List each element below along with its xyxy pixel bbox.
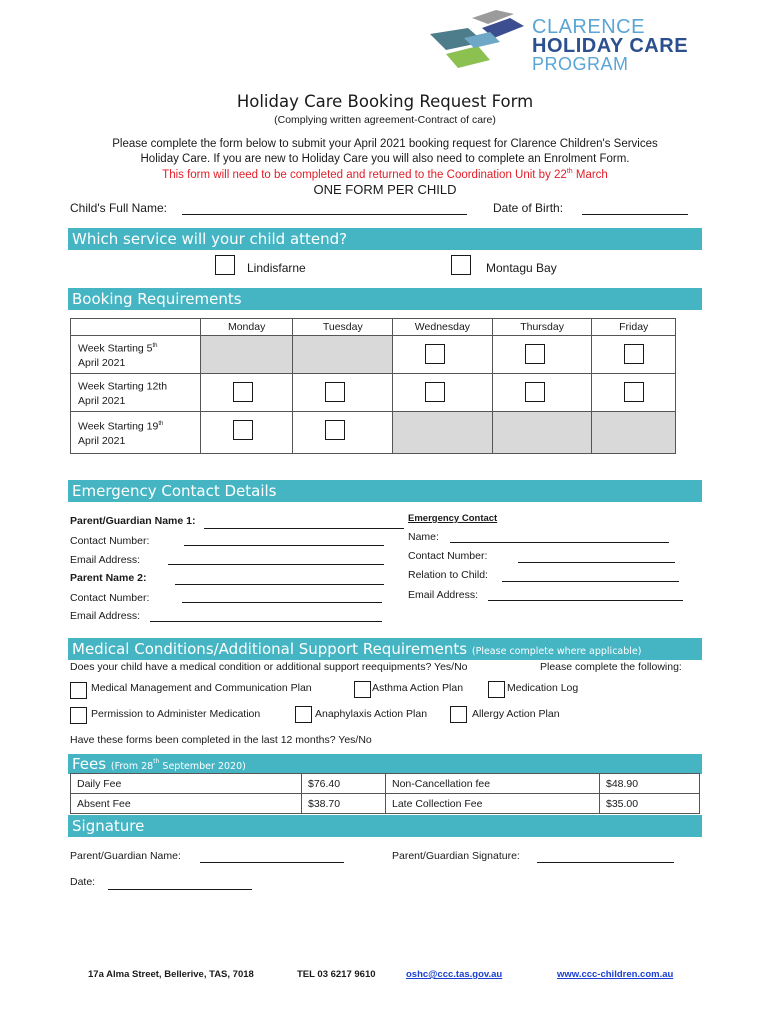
- lindisfarne-checkbox[interactable]: [215, 255, 235, 275]
- booking-table: [70, 318, 676, 454]
- ec-name-field[interactable]: [450, 542, 669, 543]
- fee-label: Daily Fee: [71, 774, 302, 794]
- fri-week1-checkbox[interactable]: [624, 344, 644, 364]
- table-row: [71, 412, 676, 454]
- footer-email-link[interactable]: oshc@ccc.tas.gov.au: [406, 969, 503, 980]
- booking-cell: [492, 374, 592, 412]
- guardian-signature-label: Parent/Guardian Signature:: [392, 850, 520, 862]
- email2-field[interactable]: [150, 621, 382, 622]
- fee-label: Non-Cancellation fee: [386, 774, 600, 794]
- medical-heading-note: (Please complete where applicable): [471, 646, 642, 657]
- week-label: Week Starting 12th April 2021: [71, 374, 201, 412]
- week-label: Week Starting 19th April 2021: [71, 412, 201, 454]
- booking-cell: [293, 374, 393, 412]
- dob-label: Date of Birth:: [493, 201, 564, 215]
- ec-email-label: Email Address:: [408, 589, 479, 601]
- thu-week2-checkbox[interactable]: [525, 382, 545, 402]
- guardian-name-field[interactable]: [200, 862, 344, 863]
- guardian-name-label: Parent/Guardian Name:: [70, 850, 181, 862]
- logo: [428, 8, 718, 74]
- montagu-bay-checkbox[interactable]: [451, 255, 471, 275]
- tue-week3-checkbox[interactable]: [325, 420, 345, 440]
- signature-section-header: [68, 815, 702, 837]
- medical-plan-checkbox[interactable]: [70, 682, 87, 699]
- fee-value: $76.40: [302, 774, 386, 794]
- page-title: Holiday Care Booking Request Form: [236, 92, 534, 111]
- ec-heading: Emergency Contact: [408, 513, 498, 524]
- day-header: Tuesday: [293, 319, 393, 336]
- logo-line-1: CLARENCE: [532, 16, 645, 38]
- medical-section-header: [68, 638, 702, 660]
- wed-week2-checkbox[interactable]: [425, 382, 445, 402]
- email-field[interactable]: [168, 564, 384, 565]
- anaphylaxis-plan-checkbox[interactable]: [295, 706, 312, 723]
- footer-website-link[interactable]: www.ccc-children.com.au: [557, 969, 674, 980]
- parent2-label: Parent Name 2:: [70, 572, 147, 584]
- montagu-bay-label: Montagu Bay: [486, 261, 557, 275]
- permission-medication-label: Permission to Administer Medication: [91, 708, 261, 720]
- booking-cell: [592, 374, 676, 412]
- forms-completed-question: Have these forms been completed in the last 12 months? Yes/No: [70, 734, 372, 746]
- signature-heading: Signature: [72, 817, 145, 835]
- parent1-field[interactable]: [204, 528, 404, 529]
- thu-week1-checkbox[interactable]: [525, 344, 545, 364]
- logo-line-2: HOLIDAY CARE: [532, 35, 689, 57]
- lindisfarne-label: Lindisfarne: [247, 261, 306, 275]
- medical-heading: Medical Conditions/Additional Support Requirements: [72, 640, 468, 658]
- wed-week1-checkbox[interactable]: [425, 344, 445, 364]
- fees-note-date: September 2020): [159, 761, 246, 772]
- allergy-plan-label: Allergy Action Plan: [472, 708, 560, 720]
- booking-section-header: [68, 288, 702, 310]
- permission-medication-checkbox[interactable]: [70, 707, 87, 724]
- mon-week2-checkbox[interactable]: [233, 382, 253, 402]
- parent1-label: Parent/Guardian Name 1:: [70, 515, 196, 527]
- contact-number2-field[interactable]: [182, 602, 382, 603]
- page-subtitle: (Complying written agreement-Contract of care): [274, 114, 496, 126]
- medical-question: Does your child have a medical condition or additional support reequipments? Yes/No: [70, 661, 468, 673]
- fri-week2-checkbox[interactable]: [624, 382, 644, 402]
- complete-following-label: Please complete the following:: [540, 661, 682, 673]
- day-header: Friday: [592, 319, 676, 336]
- date-label: Date:: [70, 876, 96, 888]
- medication-log-label: Medication Log: [507, 682, 579, 694]
- ec-number-field[interactable]: [518, 562, 675, 563]
- red-note-sup: th: [566, 168, 573, 175]
- footer-tel: TEL 03 6217 9610: [297, 969, 376, 980]
- ec-relation-field[interactable]: [502, 581, 679, 582]
- emergency-heading: Emergency Contact Details: [72, 482, 277, 500]
- ec-relation-label: Relation to Child:: [408, 569, 488, 581]
- unavailable-cell: [393, 412, 493, 454]
- booking-cell: [393, 336, 493, 374]
- unavailable-cell: [293, 336, 393, 374]
- fees-section-header: [68, 754, 702, 774]
- ec-number-label: Contact Number:: [408, 550, 488, 562]
- parent2-field[interactable]: [175, 584, 384, 585]
- booking-cell: [393, 374, 493, 412]
- contact-number-label: Contact Number:: [70, 535, 150, 547]
- emergency-section-header: [68, 480, 702, 502]
- fees-table: [70, 773, 700, 814]
- fees-note: (From 28: [110, 761, 154, 772]
- date-field[interactable]: [108, 889, 252, 890]
- fee-value: $35.00: [600, 794, 700, 814]
- fee-label: Absent Fee: [71, 794, 302, 814]
- intro-line-1: Please complete the form below to submit your April 2021 booking request for Clarence Children's Services: [112, 138, 658, 150]
- email2-label: Email Address:: [70, 610, 141, 622]
- ec-name-label: Name:: [408, 531, 439, 543]
- fees-heading: Fees: [72, 755, 107, 773]
- table-row: [71, 774, 700, 794]
- logo-line-3: PROGRAM: [532, 54, 629, 74]
- day-header: Monday: [200, 319, 293, 336]
- anaphylaxis-plan-label: Anaphylaxis Action Plan: [315, 708, 428, 720]
- fee-label: Late Collection Fee: [386, 794, 600, 814]
- medication-log-checkbox[interactable]: [488, 681, 505, 698]
- unavailable-cell: [592, 412, 676, 454]
- tue-week2-checkbox[interactable]: [325, 382, 345, 402]
- unavailable-cell: [200, 336, 293, 374]
- unavailable-cell: [492, 412, 592, 454]
- booking-cell: [592, 336, 676, 374]
- table-row: [71, 336, 676, 374]
- booking-cell: [200, 412, 293, 454]
- booking-cell: [492, 336, 592, 374]
- child-name-label: Child's Full Name:: [70, 201, 167, 215]
- child-name-field[interactable]: [182, 214, 467, 215]
- guardian-signature-field[interactable]: [537, 862, 674, 863]
- service-heading: Which service will your child attend?: [72, 230, 348, 248]
- service-section-header: [68, 228, 702, 250]
- logo-mark-icon: [428, 8, 528, 70]
- red-note-month: March: [572, 168, 608, 181]
- one-form-notice: ONE FORM PER CHILD: [313, 182, 457, 197]
- dob-field[interactable]: [582, 214, 688, 215]
- fees-note-sup: th: [153, 758, 160, 765]
- contact-number-field[interactable]: [184, 545, 384, 546]
- fee-value: $38.70: [302, 794, 386, 814]
- table-row: [71, 374, 676, 412]
- mon-week3-checkbox[interactable]: [233, 420, 253, 440]
- booking-heading: Booking Requirements: [72, 290, 242, 308]
- week-label: Week Starting 5th April 2021: [71, 336, 201, 374]
- red-deadline-note: [0, 168, 770, 181]
- email-label: Email Address:: [70, 554, 141, 566]
- intro-line-2: Holiday Care. If you are new to Holiday Care you will also need to complete an Enrolment Form.: [140, 153, 630, 165]
- day-header: Thursday: [492, 319, 592, 336]
- day-header: Wednesday: [393, 319, 493, 336]
- fee-value: $48.90: [600, 774, 700, 794]
- footer-address: 17a Alma Street, Bellerive, TAS, 7018: [88, 969, 254, 980]
- booking-cell: [293, 412, 393, 454]
- ec-email-field[interactable]: [488, 600, 683, 601]
- asthma-plan-label: Asthma Action Plan: [372, 682, 464, 694]
- contact-number2-label: Contact Number:: [70, 592, 150, 604]
- asthma-plan-checkbox[interactable]: [354, 681, 371, 698]
- allergy-plan-checkbox[interactable]: [450, 706, 467, 723]
- red-note-text: This form will need to be completed and returned to the Coordination Unit by 22: [162, 168, 567, 181]
- medical-plan-label: Medical Management and Communication Plan: [91, 682, 312, 694]
- booking-cell: [200, 374, 293, 412]
- table-row: [71, 794, 700, 814]
